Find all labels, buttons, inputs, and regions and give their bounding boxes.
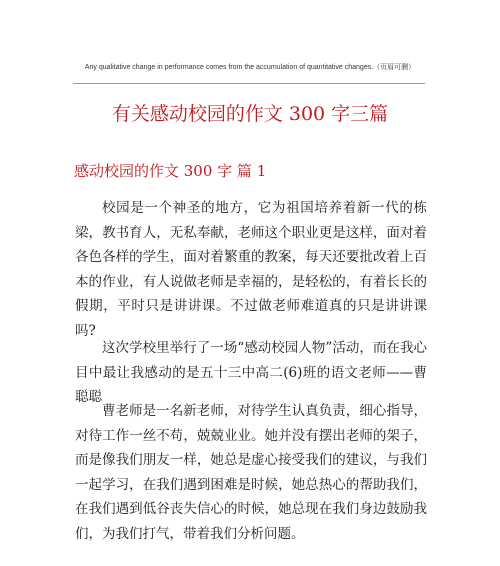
paragraph-3: 曹老师是一名新老师，对待学生认真负责，细心指导，对待工作一丝不苟，兢兢业业。她并没有摆出老师的架子，而是像我们朋友一样，她总是虚心接受我们的建议，与我们一起学习，在我们遇到困难是时候，她总热心的帮助我们，在我们遇到低谷丧失信心的时候，她总现在我们身边鼓励我们，为我们打气，带着我们分析问题。 [75,403,427,542]
page-header-note: Any qualitative change in performance comes from the accumulation of quantitative changes.（页眉可删） [84,64,416,71]
header-divider [73,83,425,84]
section-title: 感动校园的作文 300 字 篇 1 [74,162,267,180]
document-title: 有关感动校园的作文 300 字三篇 [111,103,389,125]
paragraph-2: 这次学校里举行了一场“感动校园人物”活动，而在我心目中最让我感动的是五十三中高二(6)班的语文老师——曹聪聪 [75,340,427,406]
paragraph-1: 校园是一个神圣的地方，它为祖国培养着新一代的栋梁，教书育人，无私奉献，老师这个职业更是这样，面对着各色各样的学生，面对着繁重的教案，每天还要批改着上百本的作业，有人说做老师是幸福的，是轻松的，有着长长的假期，平时只是讲讲课。不过做老师难道真的只是讲讲课吗? [75,200,427,339]
